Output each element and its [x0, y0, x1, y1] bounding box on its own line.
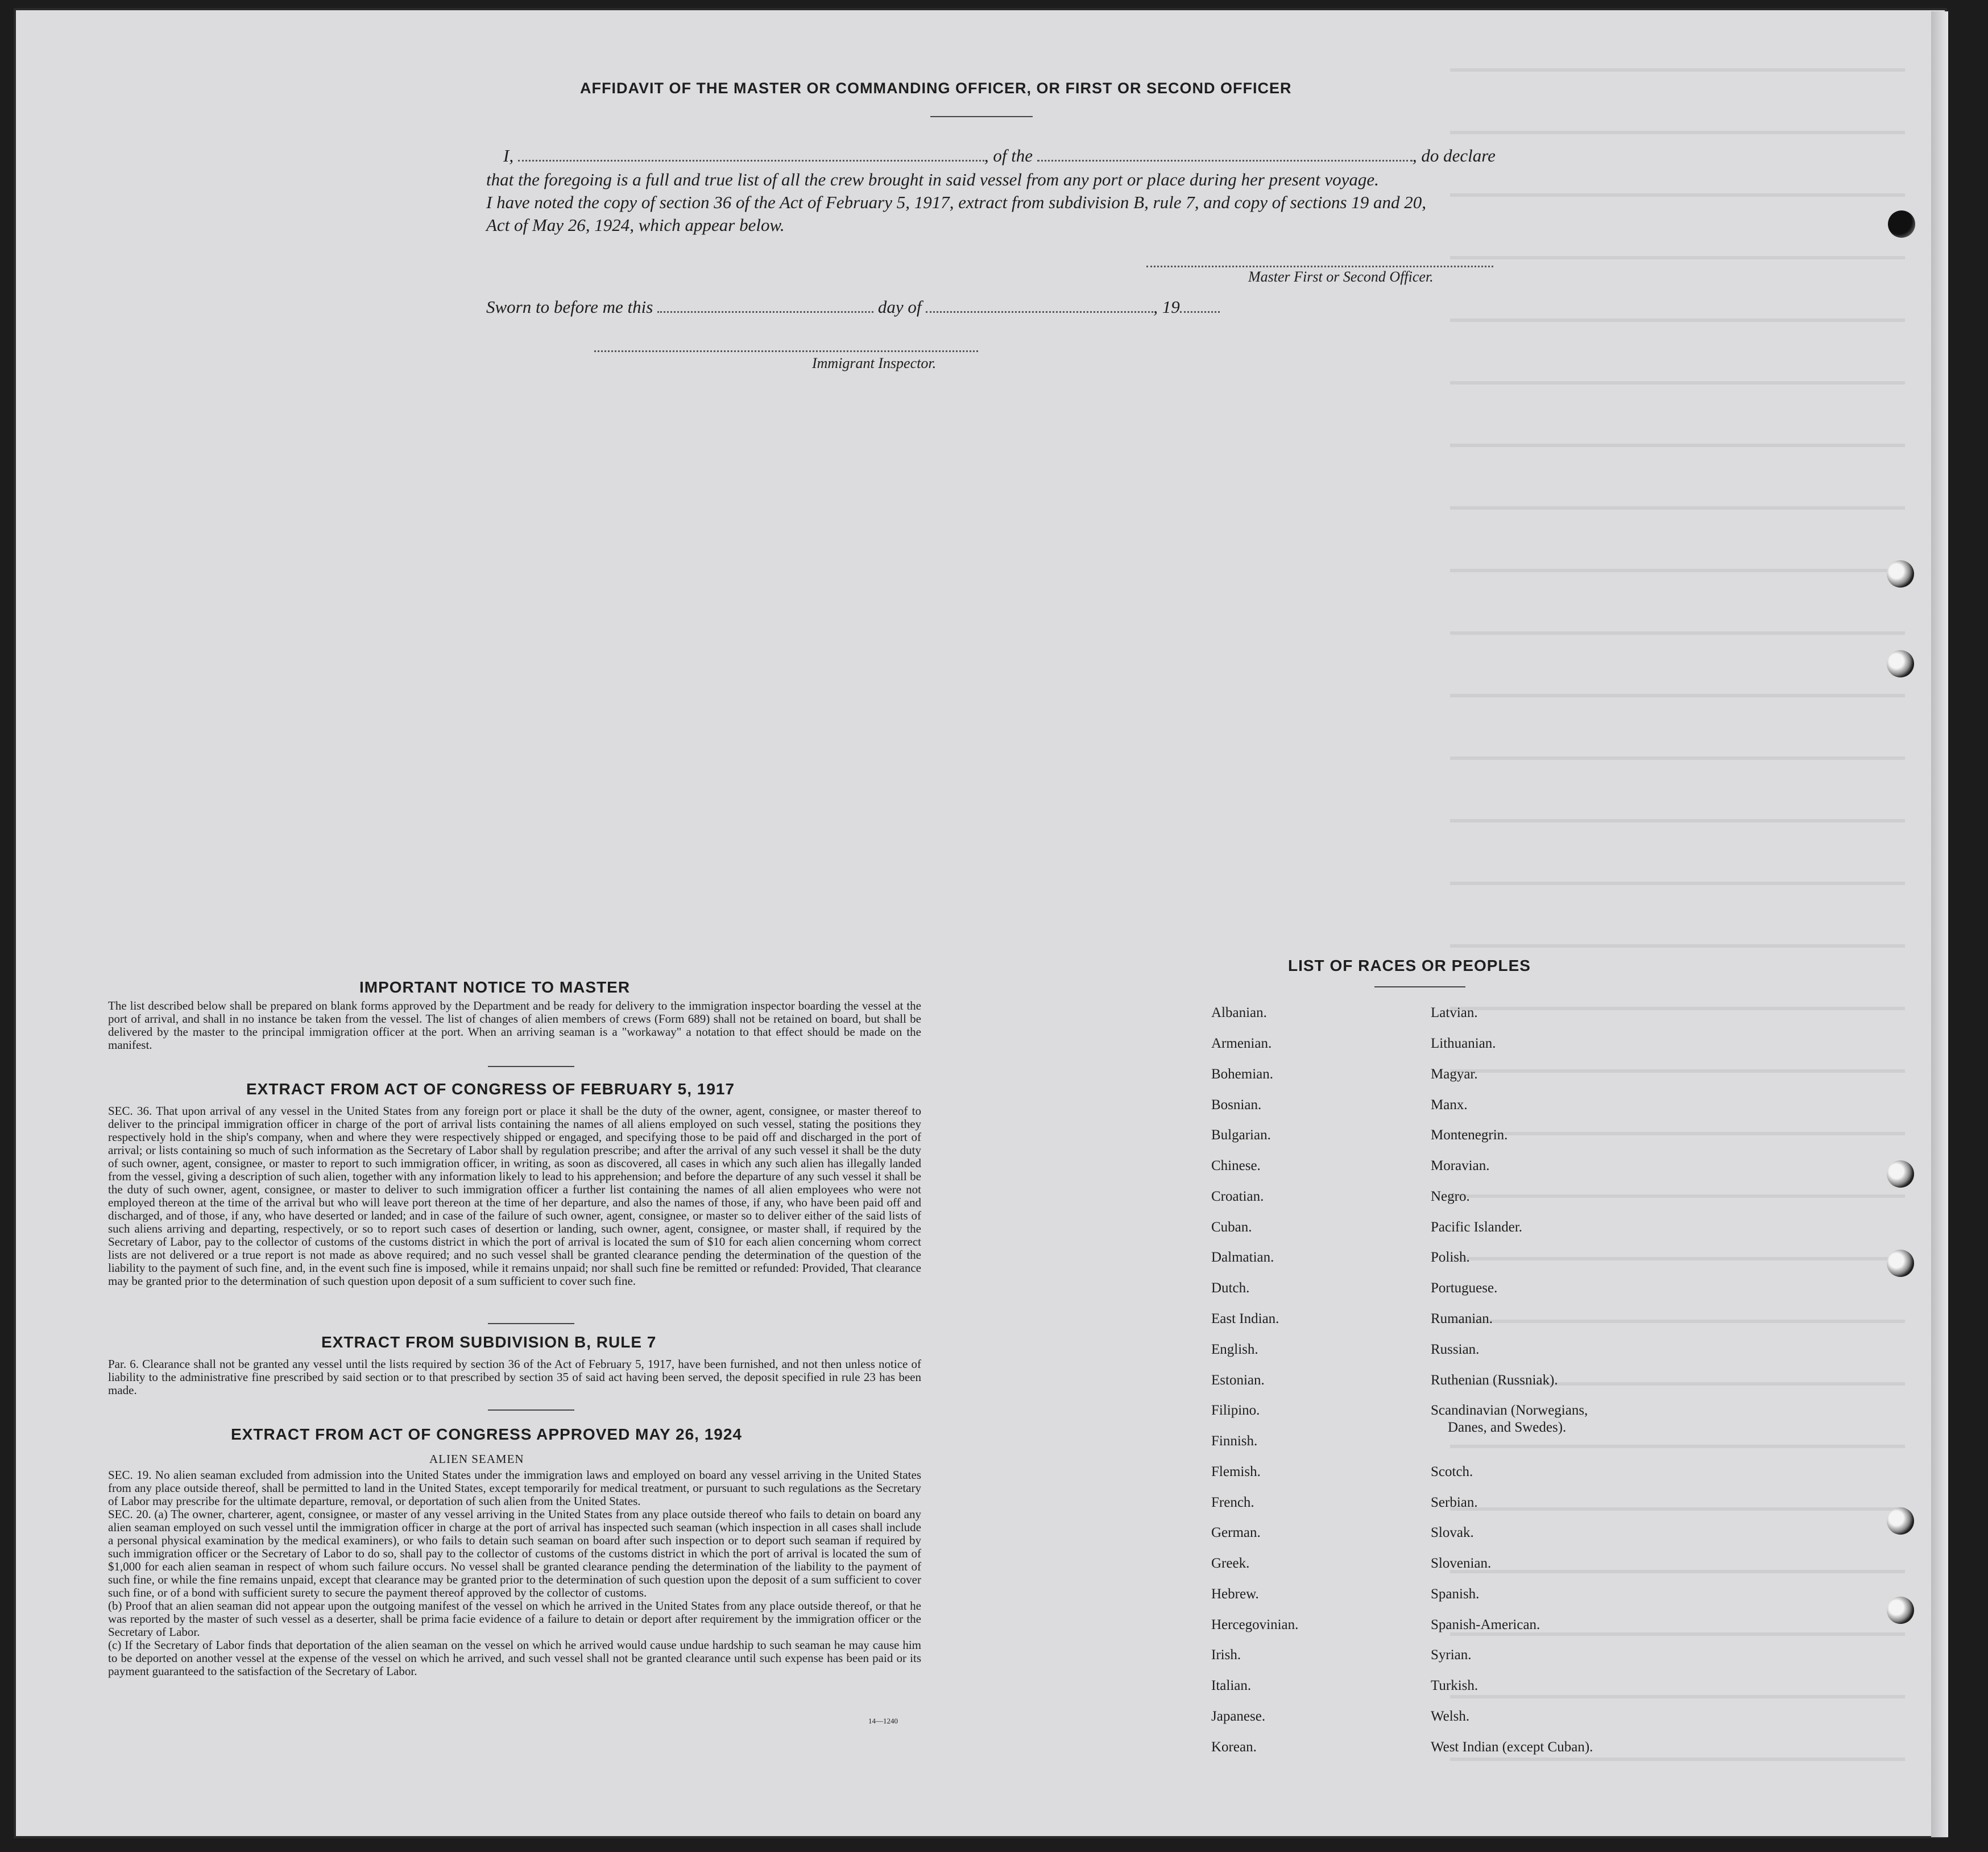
affidavit-i: I,	[503, 146, 514, 166]
race-item: Irish.	[1211, 1647, 1241, 1663]
punch-hole	[1887, 1250, 1914, 1277]
divider	[488, 1409, 574, 1411]
race-item: Dalmatian.	[1211, 1250, 1274, 1265]
sec19: SEC. 19. No alien seaman excluded from admission into the United States under the immigration laws and employed on board any vessel arriving in the United States from any place outside thereof, shall be permitted to land in the United States, except temporarily for medical treatment, or pursuant to such regulations as the Secretary of Labor may prescribe for the ultimate departure, removal, or deportation of such alien from the United States.	[108, 1468, 921, 1508]
race-item: Dutch.	[1211, 1280, 1250, 1296]
race-item: Bosnian.	[1211, 1097, 1262, 1113]
do-declare-label: , do declare	[1412, 146, 1496, 166]
race-item: Croatian.	[1211, 1189, 1264, 1204]
race-item: Turkish.	[1431, 1678, 1478, 1693]
race-item: Filipino.	[1211, 1403, 1260, 1418]
race-item: Bulgarian.	[1211, 1127, 1271, 1143]
year-label: , 19	[1153, 297, 1180, 317]
race-item: Ruthenian (Russniak).	[1431, 1373, 1558, 1388]
form-number: 14—1240	[868, 1717, 898, 1725]
year-blank	[1180, 311, 1220, 313]
sworn-line	[486, 297, 1311, 317]
affidavit-line3: I have noted the copy of section 36 of the Act of February 5, 1917, extract from subdivision B, rule 7, and copy of sections 19 and 20,	[486, 192, 1427, 212]
race-item: Moravian.	[1431, 1158, 1490, 1173]
race-item: Pacific Islander.	[1431, 1219, 1523, 1235]
alien-seamen-subtitle: ALIEN SEAMEN	[429, 1452, 524, 1466]
affidavit-declaration	[503, 146, 1515, 166]
affidavit-line4: Act of May 26, 1924, which appear below.	[486, 215, 785, 235]
race-item: Hebrew.	[1211, 1586, 1259, 1602]
race-item: Magyar.	[1431, 1066, 1478, 1082]
race-item: Slovak.	[1431, 1525, 1474, 1540]
race-item: Scandinavian (Norwegians,	[1431, 1403, 1588, 1418]
race-item: Serbian.	[1431, 1495, 1478, 1510]
master-signature-label: Master First or Second Officer.	[1248, 268, 1434, 285]
rule7-body: Par. 6. Clearance shall not be granted any vessel until the lists required by section 36 of the Act of February 5, 1917, have been furnished, and not then unless notice of liability to the administrative fine prescribed by said section or to that prescribed by section 35 of said act having been served, the deposit specified in rule 23 has been made.	[108, 1357, 921, 1397]
race-item: Slovenian.	[1431, 1556, 1492, 1571]
vessel-blank	[1037, 160, 1413, 162]
race-item: English.	[1211, 1342, 1258, 1357]
divider	[1374, 986, 1465, 987]
punch-hole	[1887, 1597, 1914, 1624]
race-item: West Indian (except Cuban).	[1431, 1739, 1593, 1755]
race-item: German.	[1211, 1525, 1261, 1540]
divider	[930, 116, 1033, 117]
extract-1924-title: EXTRACT FROM ACT OF CONGRESS APPROVED MAY 26, 1924	[231, 1425, 742, 1443]
punch-hole	[1887, 1160, 1914, 1188]
race-item: Estonian.	[1211, 1373, 1265, 1388]
race-item: Negro.	[1431, 1189, 1470, 1204]
race-item: Spanish-American.	[1431, 1617, 1540, 1632]
extract-1917-title: EXTRACT FROM ACT OF CONGRESS OF FEBRUARY 5, 1917	[246, 1080, 735, 1098]
race-item: Manx.	[1431, 1097, 1468, 1113]
divider	[488, 1066, 574, 1067]
month-blank	[926, 311, 1153, 313]
race-item: Korean.	[1211, 1739, 1257, 1755]
race-item: Montenegrin.	[1431, 1127, 1508, 1143]
race-item: East Indian.	[1211, 1311, 1279, 1326]
race-item-continuation: Danes, and Swedes).	[1448, 1420, 1567, 1435]
notice-title: IMPORTANT NOTICE TO MASTER	[359, 978, 631, 996]
extract-1917-body: SEC. 36. That upon arrival of any vessel in the United States from any foreign port or place it shall be the duty of the owner, agent, consignee, or master thereof to deliver to the principal immigration officer in charge of the port of arrival lists containing the names of all aliens employed on such vessel, stating the positions they respectively hold in the ship's company, when and where they were respectively shipped or engaged, and specifying those to be paid off and discharged in the port of arrival; or lists containing so much of such information as the Secretary of Labor shall by regulation prescribe; and after the arrival of any such vessel it shall be the duty of such owner, agent, consignee, or master to report to such immigration officer, in writing, as soon as discovered, all cases in which any such alien has illegally landed from the vessel, giving a description of such alien, together with any information likely to lead to his apprehension; and before the departure of any such vessel it shall be the duty of such owner, agent, consignee, or master to deliver to such immigration officer a further list containing the names of all alien employees who were not employed thereon at the time of the arrival but who will leave port thereon at the time of her departure, and also the names of those, if any, who have been paid off and discharged, and of those, if any, who have deserted or landed; and in case of the failure of such owner, agent, consignee, or master so to deliver either of the said lists of such aliens arriving and departing, respectively, or so to report such cases of desertion or landing, such owner, agent, consignee, or master shall, if required by the Secretary of Labor, pay to the collector of customs of the customs district in which the port of arrival is located the sum of $10 for each alien concerning whom correct lists are not delivered or a true report is not made as above required; and no such vessel shall be granted clearance pending the determination of the question of the liability to the payment of such fine, and, in the event such fine is imposed, while it remains unpaid; nor shall such fine be remitted or refunded: Provided, That clearance may be granted prior to the determination of such question upon deposit of a sum sufficient to cover such fine.	[108, 1104, 921, 1288]
rule7-title: EXTRACT FROM SUBDIVISION B, RULE 7	[321, 1333, 657, 1351]
sec19-body	[108, 1469, 921, 1678]
bleed-through-text	[1450, 68, 1905, 1775]
race-item: Bohemian.	[1211, 1066, 1274, 1082]
race-item: Scotch.	[1431, 1464, 1473, 1479]
race-item: Latvian.	[1431, 1005, 1478, 1020]
of-the-label: , of the	[984, 146, 1033, 166]
sec20c: (c) If the Secretary of Labor finds that deportation of the alien seaman on the vessel on which he arrived would cause undue hardship to such seaman he may cause him to be deported on another vessel at the expense of the vessel on which he arrived, and such vessel shall not be granted clearance until such expense has been paid or its payment guaranteed to the satisfaction of the Secretary of Labor.	[108, 1638, 921, 1678]
race-item: Rumanian.	[1431, 1311, 1493, 1326]
sec20a: SEC. 20. (a) The owner, charterer, agent, consignee, or master of any vessel arriving in the United States from any place outside thereof who fails to detain on board any alien seaman employed on such vessel until the immigration officer in charge at the port of arrival has inspected such seaman (which inspection in all cases shall include a personal physical examination by the medical examiners), or who fails to detain such seaman on board after such inspection or to deport such seaman if required by such immigration officer or the Secretary of Labor to do so, shall pay to the collector of customs of the customs district in which the port of arrival is located the sum of $1,000 for each alien seaman in respect of whom such failure occurs. No vessel shall be granted clearance pending the determination of the liability to the payment of such fine, or while the fine remains unpaid, except that clearance may be granted prior to the determination of such question upon the deposit of a sum sufficient to cover such fine, or of a bond with sufficient surety to secure the payment thereof approved by the collector of customs.	[108, 1507, 921, 1599]
race-item: French.	[1211, 1495, 1254, 1510]
sheet-edge	[1931, 11, 1948, 1837]
sec20b: (b) Proof that an alien seaman did not appear upon the outgoing manifest of the vessel on which he arrived in the United States from any place outside thereof, or that he was reported by the master of such vessel as a deserter, shall be prima facie evidence of a failure to detain or deport after requirement by the immigration officer or the Secretary of Labor.	[108, 1599, 921, 1639]
sworn-label: Sworn to before me this	[486, 297, 653, 317]
affidavit-title: AFFIDAVIT OF THE MASTER OR COMMANDING OFFICER, OR FIRST OR SECOND OFFICER	[580, 80, 1292, 97]
sworn-day-blank	[657, 311, 873, 313]
inspector-signature-label: Immigrant Inspector.	[812, 355, 937, 371]
race-item: Portuguese.	[1431, 1280, 1498, 1296]
race-item: Spanish.	[1431, 1586, 1480, 1602]
master-signature-line	[1146, 266, 1493, 267]
race-item: Finnish.	[1211, 1433, 1258, 1449]
race-item: Lithuanian.	[1431, 1036, 1496, 1051]
day-of-label: day of	[877, 297, 922, 317]
race-item: Polish.	[1431, 1250, 1470, 1265]
race-item: Italian.	[1211, 1678, 1252, 1693]
race-item: Greek.	[1211, 1556, 1250, 1571]
punch-hole	[1887, 650, 1914, 677]
race-item: Welsh.	[1431, 1709, 1470, 1724]
punch-hole	[1887, 560, 1914, 588]
divider	[488, 1323, 574, 1324]
race-item: Russian.	[1431, 1342, 1480, 1357]
race-item: Chinese.	[1211, 1158, 1261, 1173]
race-item: Hercegovinian.	[1211, 1617, 1299, 1632]
punch-hole	[1887, 1507, 1914, 1535]
affidavit-line2: that the foregoing is a full and true list of all the crew brought in said vessel from any port or place during her present voyage.	[486, 170, 1379, 189]
notice-body: The list described below shall be prepared on blank forms approved by the Department and be ready for delivery to the immigration inspector boarding the vessel at the port of arrival, and shall in no instance be taken from the vessel. The list of changes of alien members of crews (Form 689) shall not be retained on board, but shall be delivered by the master to the principal immigration officer at the port. When an arriving seaman is a "workaway" a notation to that effect should be made on the manifest.	[108, 999, 921, 1052]
inspector-signature-line	[594, 350, 978, 352]
race-item: Armenian.	[1211, 1036, 1272, 1051]
race-item: Syrian.	[1431, 1647, 1472, 1663]
punch-hole	[1888, 210, 1915, 238]
race-item: Cuban.	[1211, 1219, 1252, 1235]
name-blank	[518, 160, 984, 162]
race-item: Albanian.	[1211, 1005, 1267, 1020]
races-title: LIST OF RACES OR PEOPLES	[1288, 957, 1531, 974]
race-item: Japanese.	[1211, 1709, 1266, 1724]
race-item: Flemish.	[1211, 1464, 1261, 1479]
